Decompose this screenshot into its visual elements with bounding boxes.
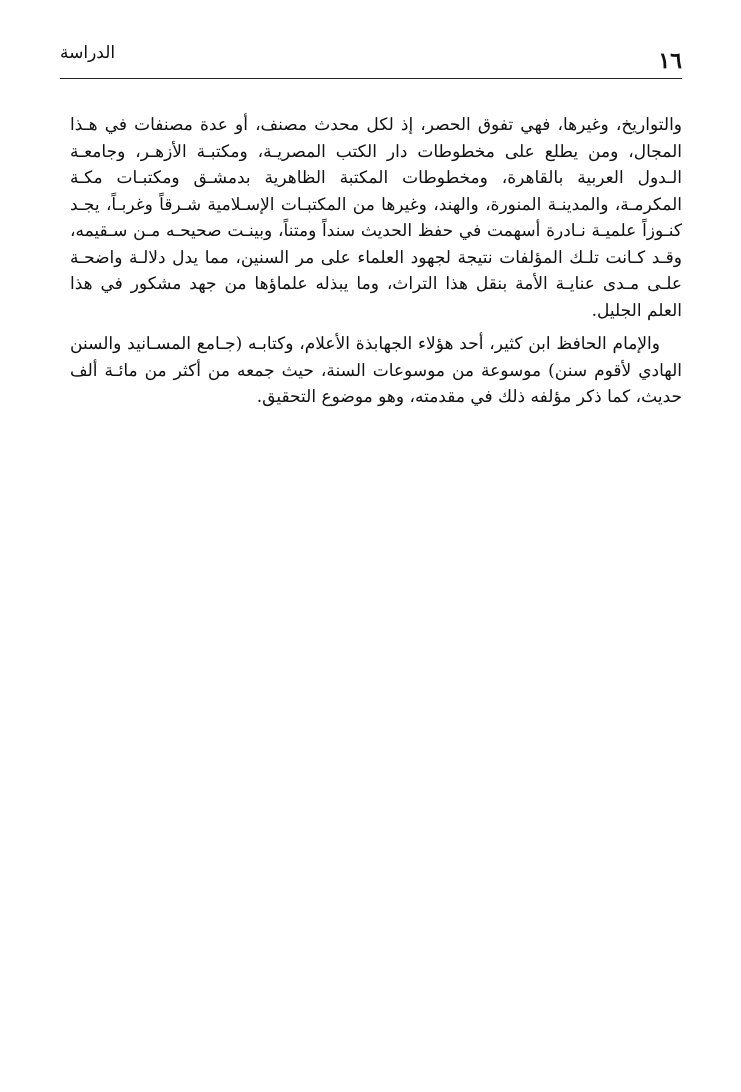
- paragraph-1: والتواريخ، وغيرها، فهي تفوق الحصر، إذ لكل محدث مصنف، أو عدة مصنفات في هـذا المجال، ومن يطلع على مخطوطات دار الكتب المصريـة، ومكتبـة الأزهـر، وجامعـة الـدول العربية بالقاهرة، ومخطوطات المكتبة الظاهرية بدمشـق ومكتبـات مكـة المكرمـة، والمدينـة المنورة، والهند، وغيرها من المكتبـات الإسـلامية شـرقاً وغربـاً، يجـد كنـوزاً علميـة نـادرة أسهمت في حفظ الحديث سنداً ومتناً، وبينـت صحيحـه مـن سـقيمه، وقـد كـانت تلـك المؤلفات نتيجة لجهود العلماء على مر السنين، مما يدل دلالـة واضحـة علـى مـدى عنايـة الأمة بنقل هذا التراث، وما يبذله علماؤها من جهد مشكور في هذا العلم الجليل.: [70, 115, 682, 321]
- running-title: الدراسة: [60, 43, 116, 63]
- page-number: ١٦: [658, 48, 682, 74]
- paragraph-2: والإمام الحافظ ابن كثير، أحد هؤلاء الجهابذة الأعلام، وكتابـه (جـامع المسـانيد والسنن الهادي لأقوم سنن) موسوعة من موسوعات السنة، حيث جمعه من أكثر من مائـة ألف حديث، كما ذكر مؤلفه ذلك في مقدمته، وهو موضوع التحقيق.: [70, 334, 682, 407]
- page-header: [60, 36, 682, 76]
- header-rule: [60, 78, 682, 79]
- body-text: [70, 112, 682, 411]
